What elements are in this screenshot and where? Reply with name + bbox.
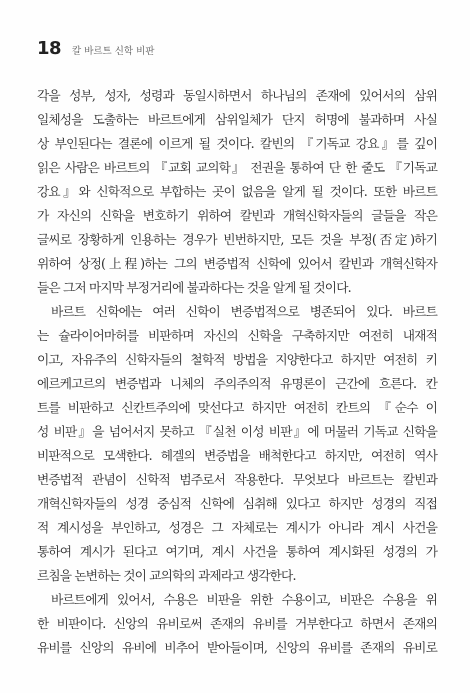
text-line: 통하여 계시가 된다고 여기며, 계시 사건을 통하여 계시화된 성경의 가: [37, 544, 437, 559]
text-line: 가 자신의 신학을 변호하기 위하여 칼빈과 개혁신학자들의 글들을 작은: [37, 208, 437, 223]
text-line: 는 슐라이어마허를 비판하며 자신의 신학을 구축하지만 여전히 내재적: [37, 328, 437, 343]
page-number: 18: [37, 38, 62, 59]
text-line: 들은 그저 마지막 부정거리에 불과하다는 것을 알게 될 것이다.: [37, 280, 351, 295]
text-line: 글씨로 장황하게 인용하는 경우가 빈번하지만, 모든 것을 부정(否定)하기: [37, 232, 437, 247]
text-line: 르침을 논변하는 것이 교의학의 과제라고 생각한다.: [37, 568, 296, 583]
text-line: 강요』와 신학적으로 부합하는 곳이 없음을 알게 될 것이다. 또한 바르트: [37, 184, 437, 199]
text-line: 트를 비판하고 신칸트주의에 맞선다고 하지만 여전히 칸트의 『순수 이: [37, 400, 437, 415]
paragraph-first-line: 바르트에게 있어서, 수용은 비판을 위한 수용이고, 비판은 수용을 위: [51, 592, 437, 607]
text-line: 일체성을 도출하는 바르트에게 삼위일체가 단지 허명에 불과하며 사실: [37, 112, 437, 127]
running-title: 칼 바르트 신학 비판: [72, 46, 155, 57]
text-line: 비판적으로 모색한다. 헤겔의 변증법을 배척한다고 하지만, 여전히 역사: [37, 448, 437, 463]
text-line: 적 계시성을 부인하고, 성경은 그 자체로는 계시가 아니라 계시 사건을: [37, 520, 437, 535]
text-line: 한 비판이다. 신앙의 유비로써 존재의 유비를 거부한다고 하면서 존재의: [37, 616, 437, 631]
text-line: 이고, 자유주의 신학자들의 철학적 방법을 지양한다고 하지만 여전히 키: [37, 352, 437, 367]
text-line: 성 비판』을 넘어서지 못하고 『실천 이성 비판』에 머물러 기독교 신학을: [37, 424, 437, 439]
text-line: 각을 성부, 성자, 성령과 동일시하면서 하나님의 존재에 있어서의 삼위: [37, 88, 437, 103]
text-line: 위하여 상정(上程)하는 그의 변증법적 신학에 있어서 칼빈과 개혁신학자: [37, 256, 437, 271]
text-line: 개혁신학자들의 성경 중심적 신학에 심취해 있다고 하지만 성경의 직접: [37, 496, 437, 511]
text-line: 변증법적 관념이 신학적 범주로서 작용한다. 무엇보다 바르트는 칼빈과: [37, 472, 437, 487]
text-line: 유비를 신앙의 유비에 비추어 받아들이며, 신앙의 유비를 존재의 유비로: [37, 640, 437, 655]
text-line: 상 부인된다는 결론에 이르게 될 것이다. 칼빈의 『기독교 강요』를 깊이: [37, 136, 437, 151]
text-line: 읽은 사람은 바르트의 『교회 교의학』 전권을 통하여 단 한 줄도 『기독교: [37, 160, 437, 175]
paragraph-first-line: 바르트 신학에는 여러 신학이 변증법적으로 병존되어 있다. 바르트: [51, 304, 437, 319]
text-line: 에르케고르의 변증법과 니체의 주의주의적 유명론이 근간에 흐른다. 칸: [37, 376, 437, 391]
